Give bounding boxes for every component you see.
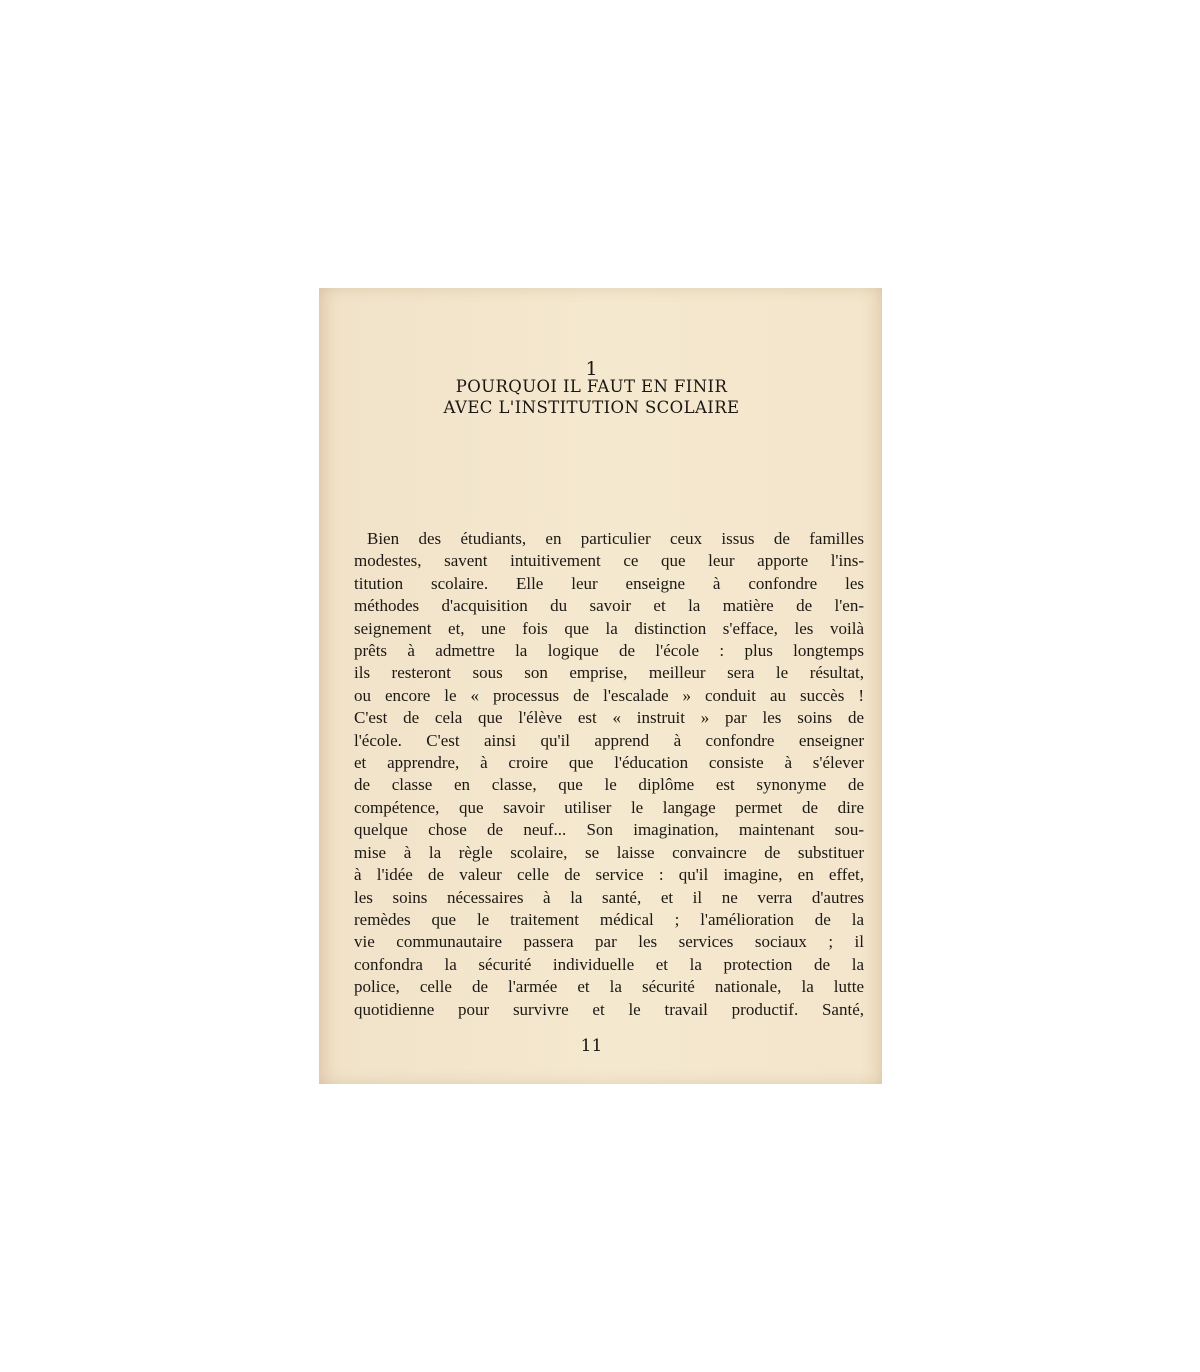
body-line: l'école. C'est ainsi qu'il apprend à confondre enseigner (354, 730, 864, 750)
body-line: les soins nécessaires à la santé, et il ne verra d'autres (354, 887, 864, 907)
book-page (319, 288, 882, 1084)
body-line: vie communautaire passera par les services sociaux ; il (354, 932, 864, 952)
page-number: 11 (580, 1036, 603, 1056)
body-line: à l'idée de valeur celle de service : qu'il imagine, en effet, (354, 865, 864, 885)
body-line: quotidienne pour survivre et le travail productif. Santé, (354, 999, 864, 1019)
body-line: Bien des étudiants, en particulier ceux issus de familles (367, 529, 864, 548)
body-line: compétence, que savoir utiliser le langage permet de dire (354, 797, 864, 817)
body-line: méthodes d'acquisition du savoir et la matière de l'en- (354, 596, 864, 616)
body-line: ou encore le « processus de l'escalade » conduit au succès ! (354, 685, 864, 705)
body-line: de classe en classe, que le diplôme est synonyme de (354, 775, 864, 795)
body-line: C'est de cela que l'élève est « instruit » par les soins de (354, 708, 864, 728)
chapter-title: POURQUOI IL FAUT EN FINIR AVEC L'INSTITUTION SCOLAIRE (443, 377, 740, 417)
chapter-number: 1 (585, 358, 598, 380)
body-line: prêts à admettre la logique de l'école : plus longtemps (354, 641, 864, 661)
body-line: remèdes que le traitement médical ; l'amélioration de la (354, 909, 864, 929)
body-line: et apprendre, à croire que l'éducation consiste à s'élever (354, 753, 864, 773)
body-line: titution scolaire. Elle leur enseigne à confondre les (354, 573, 864, 593)
body-line: ils resteront sous son emprise, meilleur sera le résultat, (354, 663, 864, 683)
body-line: modestes, savent intuitivement ce que leur apporte l'ins- (354, 551, 864, 571)
body-line: police, celle de l'armée et la sécurité nationale, la lutte (354, 977, 864, 997)
body-line: seignement et, une fois que la distinction s'efface, les voilà (354, 618, 864, 638)
body-line: quelque chose de neuf... Son imagination, maintenant sou- (354, 820, 864, 840)
body-line: mise à la règle scolaire, se laisse convaincre de substituer (354, 842, 864, 862)
body-line: confondra la sécurité individuelle et la protection de la (354, 954, 864, 974)
body-paragraph (354, 528, 864, 1021)
